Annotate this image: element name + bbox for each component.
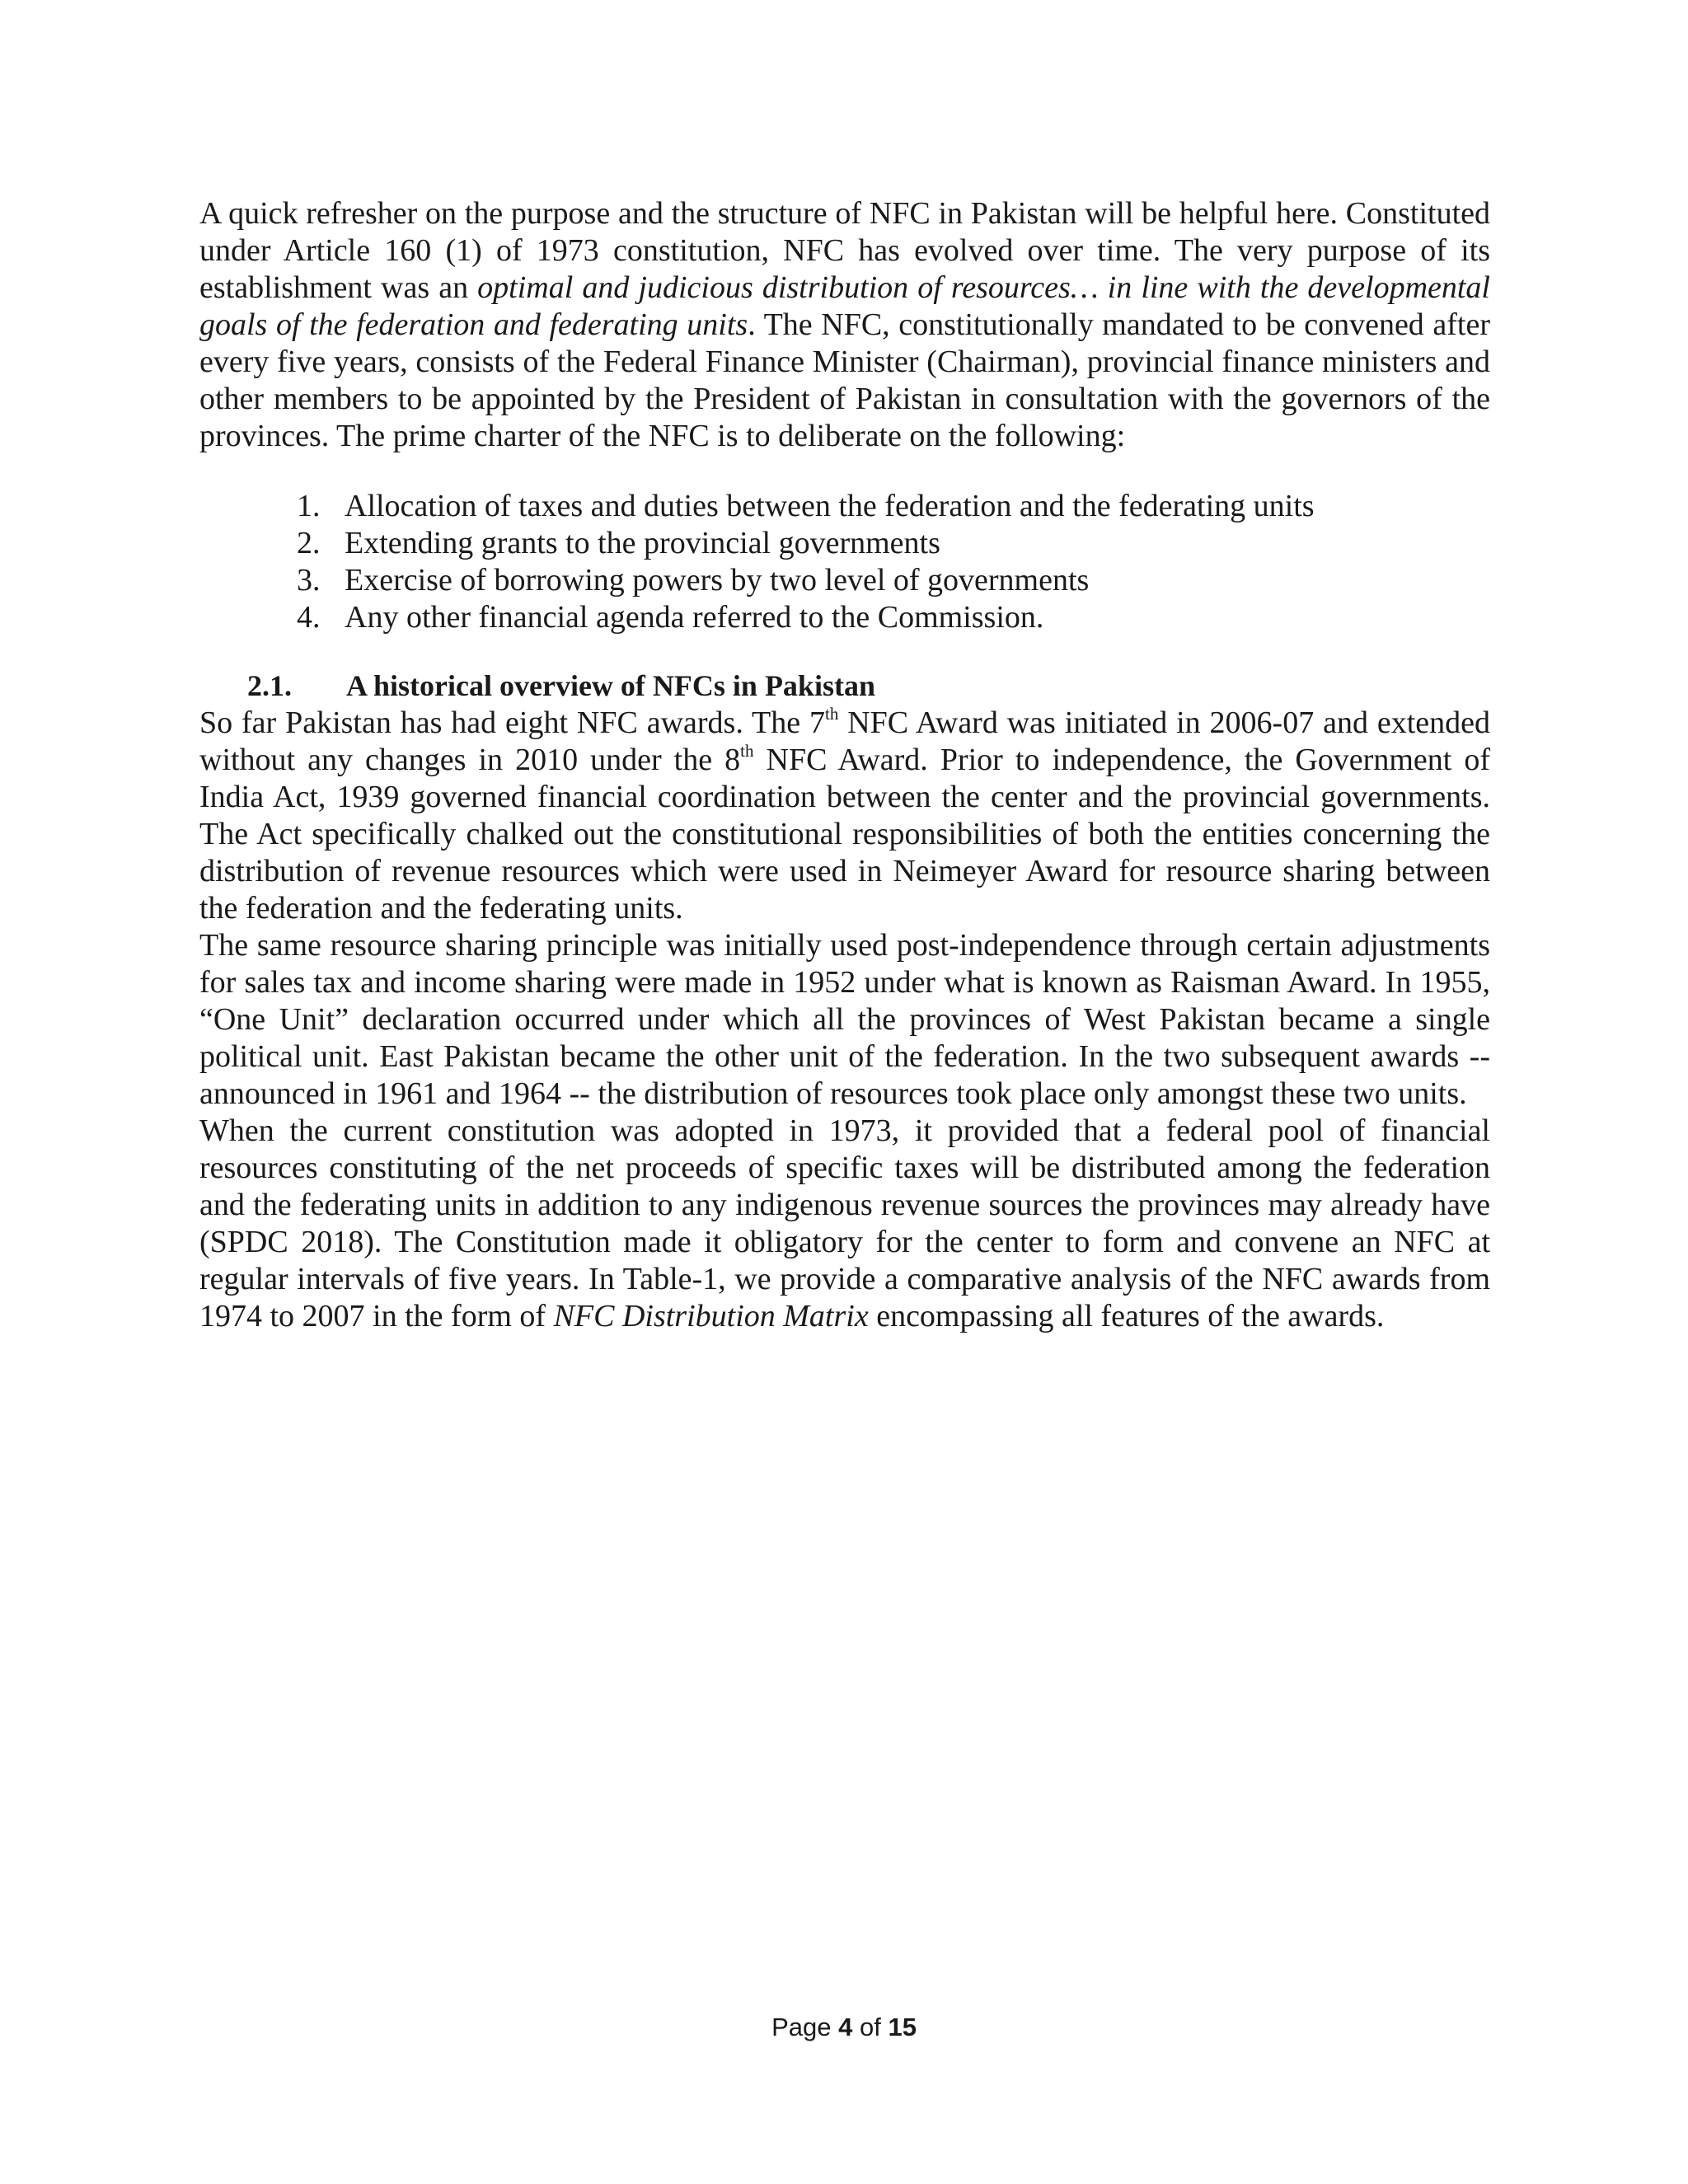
total-pages: 15	[888, 2013, 917, 2041]
superscript: th	[740, 741, 754, 761]
section-heading	[247, 668, 1490, 705]
para3-text-b: encompassing all features of the awards.	[868, 1299, 1385, 1333]
intro-text-2: . The NFC, constitutionally mandated to be convened after every five years, consists of the Federal Finance Minister (Chairman), provincial finance ministers and other members to be appointed by the President of Pakistan in consultation with the governors of the provinces. The prime charter of the NFC is to deliberate on the following:	[199, 307, 1491, 453]
section-title: A historical overview of NFCs in Pakistan	[346, 669, 875, 702]
history-paragraph-1	[199, 705, 1490, 927]
intro-paragraph	[199, 195, 1490, 455]
of-label: of	[859, 2013, 881, 2041]
para3-text-a: When the current constitution was adopted in 1973, it provided that a federal pool of financial resources constituting of the net proceeds of specific taxes will be distributed among the federation and the federating units in addition to any indigenous revenue sources the provinces may already have (SPDC 2018). The Constitution made it obligatory for the center to form and convene an NFC at regular intervals of five years. In Table-1, we provide a comparative analysis of the NFC awards from 1974 to 2007 in the form of	[199, 1113, 1490, 1333]
list-item-number: 1.	[297, 489, 321, 523]
list-item	[297, 488, 1490, 525]
list-item-text: Allocation of taxes and duties between the federation and the federating units	[345, 489, 1315, 523]
list-item	[297, 525, 1490, 562]
document-body	[199, 195, 1490, 1335]
charter-list	[199, 488, 1490, 636]
para1-text-b: NFC Award was initiated in 2006-07 and extended without any changes in 2010 under the 8	[199, 705, 1491, 777]
page-number-footer	[0, 2013, 1688, 2042]
list-item	[297, 562, 1490, 599]
para1-text-c: NFC Award. Prior to independence, the Government of India Act, 1939 governed financial coordination between the center and the provincial governments. The Act specifically chalked out the constitutional responsibilities of both the entities concerning the distribution of revenue resources which were used in Neimeyer Award for resource sharing between the federation and the federating units.	[199, 743, 1490, 926]
list-item-text: Exercise of borrowing powers by two level of governments	[345, 563, 1090, 598]
list-item-number: 4.	[297, 600, 321, 635]
history-paragraph-3	[199, 1113, 1490, 1335]
history-paragraph-2: The same resource sharing principle was initially used post-independence through certain adjustments for sales tax and income sharing were made in 1952 under what is known as Raisman Award. In 1955, “One Unit” declaration occurred under which all the provinces of West Pakistan became a single political unit. East Pakistan became the other unit of the federation. In the two subsequent awards -- announced in 1961 and 1964 -- the distribution of resources took place only amongst these two units.	[199, 928, 1490, 1111]
list-item	[297, 599, 1490, 636]
list-item-number: 2.	[297, 526, 321, 560]
list-item-text: Any other financial agenda referred to the Commission.	[345, 600, 1044, 635]
para3-italic-term: NFC Distribution Matrix	[553, 1299, 869, 1333]
current-page: 4	[838, 2013, 853, 2041]
section-number: 2.1.	[247, 669, 292, 702]
superscript: th	[824, 704, 839, 724]
list-item-text: Extending grants to the provincial governments	[345, 526, 940, 560]
para1-text-a: So far Pakistan has had eight NFC awards. The 7	[199, 705, 825, 740]
intro-text-1: A quick refresher on the purpose and the structure of NFC in Pakistan will be helpful here. Constituted under Article 160 (1) of 1973 constitution, NFC has evolved over time. The very purpose of its establishment was an	[199, 196, 1490, 305]
list-item-number: 3.	[297, 563, 321, 598]
intro-italic-quote: optimal and judicious distribution of resources… in line with the developmental goals of the federation and federating units	[199, 270, 1490, 342]
page-label: Page	[771, 2013, 832, 2041]
